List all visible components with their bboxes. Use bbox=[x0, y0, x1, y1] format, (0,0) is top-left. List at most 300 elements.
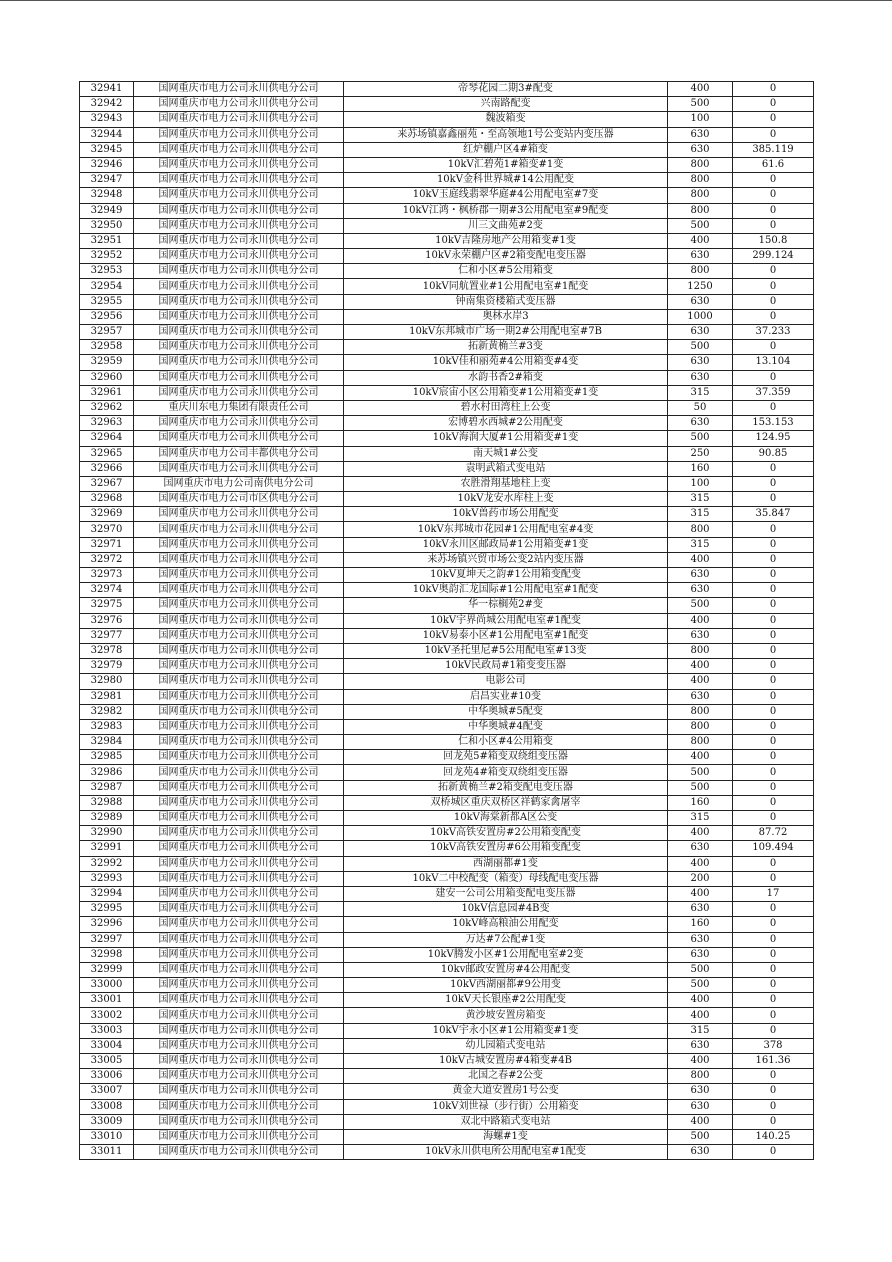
transformer-name-cell: 拓新黄桷兰#2箱变配电变压器 bbox=[344, 780, 668, 795]
capacity-cell: 315 bbox=[668, 385, 733, 400]
table-row bbox=[80, 993, 814, 1008]
value-cell: 0 bbox=[733, 795, 814, 810]
row-id-cell: 32984 bbox=[80, 735, 134, 750]
value-cell: 299.124 bbox=[733, 249, 814, 264]
transformer-name-cell: 农胜滑翔基地柱上变 bbox=[344, 476, 668, 491]
value-cell: 0 bbox=[733, 522, 814, 537]
company-name-cell: 国网重庆市电力公司永川供电分公司 bbox=[134, 811, 344, 826]
capacity-cell: 315 bbox=[668, 811, 733, 826]
row-id-cell: 32954 bbox=[80, 279, 134, 294]
table-row bbox=[80, 325, 814, 340]
table-row bbox=[80, 400, 814, 415]
company-name-cell: 国网重庆市电力公司永川供电分公司 bbox=[134, 370, 344, 385]
transformer-name-cell: 双桥城区重庆双桥区祥鹤家禽屠宰 bbox=[344, 795, 668, 810]
company-name-cell: 国网重庆市电力公司永川供电分公司 bbox=[134, 978, 344, 993]
capacity-cell: 400 bbox=[668, 1008, 733, 1023]
value-cell: 0 bbox=[733, 735, 814, 750]
capacity-cell: 400 bbox=[668, 826, 733, 841]
value-cell: 0 bbox=[733, 765, 814, 780]
transformer-name-cell: 南天城1#公变 bbox=[344, 446, 668, 461]
transformer-name-cell: 北国之春#2公变 bbox=[344, 1069, 668, 1084]
value-cell: 37.359 bbox=[733, 385, 814, 400]
value-cell: 0 bbox=[733, 82, 814, 97]
table-row bbox=[80, 264, 814, 279]
value-cell: 0 bbox=[733, 1084, 814, 1099]
table-row bbox=[80, 947, 814, 962]
transformer-name-cell: 10kV高铁安置房#6公用箱变配变 bbox=[344, 841, 668, 856]
row-id-cell: 32976 bbox=[80, 613, 134, 628]
table-row bbox=[80, 795, 814, 810]
value-cell: 90.85 bbox=[733, 446, 814, 461]
company-name-cell: 国网重庆市电力公司永川供电分公司 bbox=[134, 886, 344, 901]
row-id-cell: 32979 bbox=[80, 659, 134, 674]
company-name-cell: 国网重庆市电力公司永川供电分公司 bbox=[134, 416, 344, 431]
table-row bbox=[80, 233, 814, 248]
row-id-cell: 32944 bbox=[80, 127, 134, 142]
value-cell: 0 bbox=[733, 97, 814, 112]
value-cell: 0 bbox=[733, 173, 814, 188]
capacity-cell: 500 bbox=[668, 780, 733, 795]
transformer-name-cell: 川三文曲苑#2变 bbox=[344, 218, 668, 233]
value-cell: 109.494 bbox=[733, 841, 814, 856]
row-id-cell: 32996 bbox=[80, 917, 134, 932]
table-row bbox=[80, 279, 814, 294]
capacity-cell: 400 bbox=[668, 886, 733, 901]
transformer-name-cell: 10kV二中校配变（箱变）母线配电变压器 bbox=[344, 871, 668, 886]
table-row bbox=[80, 674, 814, 689]
row-id-cell: 33001 bbox=[80, 993, 134, 1008]
table-row bbox=[80, 1145, 814, 1160]
value-cell: 0 bbox=[733, 476, 814, 491]
capacity-cell: 630 bbox=[668, 841, 733, 856]
capacity-cell: 800 bbox=[668, 173, 733, 188]
company-name-cell: 国网重庆市电力公司永川供电分公司 bbox=[134, 507, 344, 522]
value-cell: 0 bbox=[733, 112, 814, 127]
transformer-name-cell: 仁和小区#4公用箱变 bbox=[344, 735, 668, 750]
value-cell: 0 bbox=[733, 1114, 814, 1129]
transformer-name-cell: 10kV永川区邮政局#1公用箱变#1变 bbox=[344, 537, 668, 552]
capacity-cell: 400 bbox=[668, 1114, 733, 1129]
transformer-name-cell: 10kV永荣棚户区#2箱变配电变压器 bbox=[344, 249, 668, 264]
row-id-cell: 32986 bbox=[80, 765, 134, 780]
row-id-cell: 32997 bbox=[80, 932, 134, 947]
value-cell: 0 bbox=[733, 932, 814, 947]
capacity-cell: 500 bbox=[668, 765, 733, 780]
transformer-name-cell: 10kV海润大厦#1公用箱变#1变 bbox=[344, 431, 668, 446]
row-id-cell: 32977 bbox=[80, 628, 134, 643]
company-name-cell: 国网重庆市电力公司丰都供电分公司 bbox=[134, 446, 344, 461]
value-cell: 0 bbox=[733, 978, 814, 993]
value-cell: 124.95 bbox=[733, 431, 814, 446]
company-name-cell: 国网重庆市电力公司永川供电分公司 bbox=[134, 1084, 344, 1099]
table-row bbox=[80, 1054, 814, 1069]
transformer-name-cell: 10kV信息园#4B变 bbox=[344, 902, 668, 917]
capacity-cell: 630 bbox=[668, 628, 733, 643]
company-name-cell: 国网重庆市电力公司永川供电分公司 bbox=[134, 233, 344, 248]
row-id-cell: 32961 bbox=[80, 385, 134, 400]
company-name-cell: 国网重庆市电力公司永川供电分公司 bbox=[134, 355, 344, 370]
row-id-cell: 32970 bbox=[80, 522, 134, 537]
value-cell: 37.233 bbox=[733, 325, 814, 340]
table-row bbox=[80, 841, 814, 856]
company-name-cell: 国网重庆市电力公司永川供电分公司 bbox=[134, 1054, 344, 1069]
table-row bbox=[80, 294, 814, 309]
value-cell: 0 bbox=[733, 962, 814, 977]
company-name-cell: 国网重庆市电力公司永川供电分公司 bbox=[134, 431, 344, 446]
company-name-cell: 国网重庆市电力公司永川供电分公司 bbox=[134, 385, 344, 400]
row-id-cell: 32945 bbox=[80, 142, 134, 157]
value-cell: 0 bbox=[733, 871, 814, 886]
row-id-cell: 32988 bbox=[80, 795, 134, 810]
row-id-cell: 33004 bbox=[80, 1038, 134, 1053]
capacity-cell: 160 bbox=[668, 795, 733, 810]
company-name-cell: 国网重庆市电力公司永川供电分公司 bbox=[134, 97, 344, 112]
table-row bbox=[80, 1023, 814, 1038]
capacity-cell: 630 bbox=[668, 1038, 733, 1053]
table-row bbox=[80, 765, 814, 780]
transformer-name-cell: 10kV海棠新都A区公变 bbox=[344, 811, 668, 826]
capacity-cell: 315 bbox=[668, 492, 733, 507]
table-row bbox=[80, 142, 814, 157]
company-name-cell: 国网重庆市电力公司永川供电分公司 bbox=[134, 856, 344, 871]
transformer-name-cell: 钟南集资楼箱式变压器 bbox=[344, 294, 668, 309]
capacity-cell: 800 bbox=[668, 643, 733, 658]
capacity-cell: 800 bbox=[668, 203, 733, 218]
page-top-rule bbox=[0, 0, 892, 1]
company-name-cell: 国网重庆市电力公司永川供电分公司 bbox=[134, 218, 344, 233]
capacity-cell: 400 bbox=[668, 1054, 733, 1069]
transformer-name-cell: 10kV金科世界城#14公用配变 bbox=[344, 173, 668, 188]
table-row bbox=[80, 659, 814, 674]
transformer-table bbox=[79, 81, 814, 1160]
row-id-cell: 32958 bbox=[80, 340, 134, 355]
table-row bbox=[80, 112, 814, 127]
value-cell: 0 bbox=[733, 750, 814, 765]
table-row bbox=[80, 370, 814, 385]
capacity-cell: 630 bbox=[668, 568, 733, 583]
row-id-cell: 32978 bbox=[80, 643, 134, 658]
company-name-cell: 国网重庆市电力公司永川供电分公司 bbox=[134, 568, 344, 583]
company-name-cell: 国网重庆市电力公司永川供电分公司 bbox=[134, 765, 344, 780]
company-name-cell: 国网重庆市电力公司永川供电分公司 bbox=[134, 841, 344, 856]
table-row bbox=[80, 461, 814, 476]
transformer-name-cell: 启昌实业#10变 bbox=[344, 689, 668, 704]
company-name-cell: 国网重庆市电力公司永川供电分公司 bbox=[134, 932, 344, 947]
table-row bbox=[80, 492, 814, 507]
transformer-name-cell: 兴南路配变 bbox=[344, 97, 668, 112]
table-row bbox=[80, 249, 814, 264]
company-name-cell: 国网重庆市电力公司永川供电分公司 bbox=[134, 309, 344, 324]
capacity-cell: 400 bbox=[668, 659, 733, 674]
table-row bbox=[80, 613, 814, 628]
transformer-name-cell: 黄沙坡安置房箱变 bbox=[344, 1008, 668, 1023]
value-cell: 0 bbox=[733, 203, 814, 218]
row-id-cell: 32951 bbox=[80, 233, 134, 248]
capacity-cell: 630 bbox=[668, 355, 733, 370]
capacity-cell: 315 bbox=[668, 507, 733, 522]
capacity-cell: 400 bbox=[668, 233, 733, 248]
transformer-name-cell: 10kV玉庭线翡翠华庭#4公用配电室#7变 bbox=[344, 188, 668, 203]
row-id-cell: 32965 bbox=[80, 446, 134, 461]
company-name-cell: 国网重庆市电力公司永川供电分公司 bbox=[134, 993, 344, 1008]
capacity-cell: 100 bbox=[668, 476, 733, 491]
table-row bbox=[80, 704, 814, 719]
table-row bbox=[80, 750, 814, 765]
value-cell: 150.8 bbox=[733, 233, 814, 248]
company-name-cell: 国网重庆市电力公司永川供电分公司 bbox=[134, 795, 344, 810]
transformer-name-cell: 10kV永川供电所公用配电室#1配变 bbox=[344, 1145, 668, 1160]
value-cell: 17 bbox=[733, 886, 814, 901]
row-id-cell: 32949 bbox=[80, 203, 134, 218]
company-name-cell: 国网重庆市电力公司永川供电分公司 bbox=[134, 1008, 344, 1023]
table-row bbox=[80, 173, 814, 188]
table-row bbox=[80, 385, 814, 400]
value-cell: 0 bbox=[733, 613, 814, 628]
capacity-cell: 500 bbox=[668, 97, 733, 112]
row-id-cell: 32964 bbox=[80, 431, 134, 446]
table-row bbox=[80, 1038, 814, 1053]
row-id-cell: 33011 bbox=[80, 1145, 134, 1160]
capacity-cell: 500 bbox=[668, 598, 733, 613]
capacity-cell: 400 bbox=[668, 613, 733, 628]
transformer-name-cell: 魏波箱变 bbox=[344, 112, 668, 127]
table-row bbox=[80, 932, 814, 947]
value-cell: 0 bbox=[733, 188, 814, 203]
row-id-cell: 32998 bbox=[80, 947, 134, 962]
capacity-cell: 800 bbox=[668, 188, 733, 203]
transformer-name-cell: 中华奥城#4配变 bbox=[344, 719, 668, 734]
value-cell: 0 bbox=[733, 704, 814, 719]
company-name-cell: 国网重庆市电力公司永川供电分公司 bbox=[134, 750, 344, 765]
table-row bbox=[80, 218, 814, 233]
company-name-cell: 国网重庆市电力公司永川供电分公司 bbox=[134, 643, 344, 658]
transformer-name-cell: 来苏场镇嘉鑫丽苑・至高领地1号公变站内变压器 bbox=[344, 127, 668, 142]
capacity-cell: 400 bbox=[668, 674, 733, 689]
company-name-cell: 国网重庆市电力公司永川供电分公司 bbox=[134, 1129, 344, 1144]
transformer-name-cell: 帝琴花园二期3#配变 bbox=[344, 82, 668, 97]
table-row bbox=[80, 1099, 814, 1114]
capacity-cell: 800 bbox=[668, 719, 733, 734]
company-name-cell: 国网重庆市电力公司永川供电分公司 bbox=[134, 340, 344, 355]
table-row bbox=[80, 431, 814, 446]
table-row bbox=[80, 1069, 814, 1084]
table-row bbox=[80, 97, 814, 112]
capacity-cell: 630 bbox=[668, 689, 733, 704]
value-cell: 0 bbox=[733, 902, 814, 917]
capacity-cell: 630 bbox=[668, 902, 733, 917]
row-id-cell: 32972 bbox=[80, 552, 134, 567]
value-cell: 161.36 bbox=[733, 1054, 814, 1069]
row-id-cell: 33006 bbox=[80, 1069, 134, 1084]
table-row bbox=[80, 203, 814, 218]
capacity-cell: 400 bbox=[668, 750, 733, 765]
capacity-cell: 630 bbox=[668, 142, 733, 157]
row-id-cell: 32943 bbox=[80, 112, 134, 127]
value-cell: 0 bbox=[733, 1008, 814, 1023]
company-name-cell: 国网重庆市电力公司永川供电分公司 bbox=[134, 871, 344, 886]
table-row bbox=[80, 583, 814, 598]
company-name-cell: 国网重庆市电力公司永川供电分公司 bbox=[134, 826, 344, 841]
capacity-cell: 630 bbox=[668, 416, 733, 431]
value-cell: 0 bbox=[733, 309, 814, 324]
table-row bbox=[80, 340, 814, 355]
row-id-cell: 32999 bbox=[80, 962, 134, 977]
company-name-cell: 国网重庆市电力公司永川供电分公司 bbox=[134, 598, 344, 613]
company-name-cell: 国网重庆市电力公司永川供电分公司 bbox=[134, 628, 344, 643]
capacity-cell: 500 bbox=[668, 340, 733, 355]
row-id-cell: 32990 bbox=[80, 826, 134, 841]
row-id-cell: 33002 bbox=[80, 1008, 134, 1023]
company-name-cell: 国网重庆市电力公司永川供电分公司 bbox=[134, 264, 344, 279]
capacity-cell: 800 bbox=[668, 264, 733, 279]
table-row bbox=[80, 917, 814, 932]
company-name-cell: 国网重庆市电力公司永川供电分公司 bbox=[134, 719, 344, 734]
transformer-name-cell: 回龙苑4#箱变双绕组变压器 bbox=[344, 765, 668, 780]
capacity-cell: 800 bbox=[668, 522, 733, 537]
value-cell: 0 bbox=[733, 689, 814, 704]
transformer-name-cell: 中华奥城#5配变 bbox=[344, 704, 668, 719]
row-id-cell: 32955 bbox=[80, 294, 134, 309]
value-cell: 0 bbox=[733, 1099, 814, 1114]
table-row bbox=[80, 537, 814, 552]
transformer-name-cell: 10kV天长银座#2公用配变 bbox=[344, 993, 668, 1008]
company-name-cell: 国网重庆市电力公司永川供电分公司 bbox=[134, 1114, 344, 1129]
company-name-cell: 国网重庆市电力公司永川供电分公司 bbox=[134, 157, 344, 172]
value-cell: 0 bbox=[733, 552, 814, 567]
value-cell: 0 bbox=[733, 279, 814, 294]
transformer-name-cell: 水韵书香2#箱变 bbox=[344, 370, 668, 385]
transformer-name-cell: 10kV吉隆房地产公用箱变#1变 bbox=[344, 233, 668, 248]
row-id-cell: 32946 bbox=[80, 157, 134, 172]
transformer-name-cell: 10kV刘世禄（步行街）公用箱变 bbox=[344, 1099, 668, 1114]
transformer-name-cell: 10kV高铁安置房#2公用箱变配变 bbox=[344, 826, 668, 841]
transformer-name-cell: 拓新黄桷兰#3变 bbox=[344, 340, 668, 355]
company-name-cell: 国网重庆市电力公司南供电分公司 bbox=[134, 476, 344, 491]
transformer-name-cell: 10kV西湖丽都#9公用变 bbox=[344, 978, 668, 993]
value-cell: 378 bbox=[733, 1038, 814, 1053]
row-id-cell: 32989 bbox=[80, 811, 134, 826]
row-id-cell: 33003 bbox=[80, 1023, 134, 1038]
transformer-name-cell: 10kV腾发小区#1公用配电室#2变 bbox=[344, 947, 668, 962]
table-row bbox=[80, 628, 814, 643]
table-row bbox=[80, 127, 814, 142]
row-id-cell: 32962 bbox=[80, 400, 134, 415]
value-cell: 0 bbox=[733, 264, 814, 279]
capacity-cell: 630 bbox=[668, 1084, 733, 1099]
row-id-cell: 32960 bbox=[80, 370, 134, 385]
company-name-cell: 重庆川东电力集团有限责任公司 bbox=[134, 400, 344, 415]
company-name-cell: 国网重庆市电力公司永川供电分公司 bbox=[134, 294, 344, 309]
value-cell: 385.119 bbox=[733, 142, 814, 157]
row-id-cell: 32953 bbox=[80, 264, 134, 279]
table-row bbox=[80, 811, 814, 826]
table-row bbox=[80, 902, 814, 917]
company-name-cell: 国网重庆市电力公司永川供电分公司 bbox=[134, 917, 344, 932]
capacity-cell: 1000 bbox=[668, 309, 733, 324]
row-id-cell: 33009 bbox=[80, 1114, 134, 1129]
value-cell: 0 bbox=[733, 856, 814, 871]
row-id-cell: 33005 bbox=[80, 1054, 134, 1069]
row-id-cell: 32974 bbox=[80, 583, 134, 598]
value-cell: 0 bbox=[733, 674, 814, 689]
row-id-cell: 32966 bbox=[80, 461, 134, 476]
transformer-name-cell: 10kV古城安置房#4箱变#4B bbox=[344, 1054, 668, 1069]
row-id-cell: 32985 bbox=[80, 750, 134, 765]
value-cell: 0 bbox=[733, 1069, 814, 1084]
value-cell: 0 bbox=[733, 400, 814, 415]
row-id-cell: 32942 bbox=[80, 97, 134, 112]
row-id-cell: 32975 bbox=[80, 598, 134, 613]
capacity-cell: 400 bbox=[668, 856, 733, 871]
transformer-name-cell: 碧水村田湾柱上公变 bbox=[344, 400, 668, 415]
value-cell: 0 bbox=[733, 583, 814, 598]
company-name-cell: 国网重庆市电力公司永川供电分公司 bbox=[134, 689, 344, 704]
capacity-cell: 800 bbox=[668, 157, 733, 172]
capacity-cell: 500 bbox=[668, 1129, 733, 1144]
company-name-cell: 国网重庆市电力公司永川供电分公司 bbox=[134, 1038, 344, 1053]
value-cell: 0 bbox=[733, 598, 814, 613]
table-row bbox=[80, 1114, 814, 1129]
transformer-name-cell: 10kV同航置业#1公用配电室#1配变 bbox=[344, 279, 668, 294]
capacity-cell: 800 bbox=[668, 1069, 733, 1084]
capacity-cell: 630 bbox=[668, 249, 733, 264]
value-cell: 0 bbox=[733, 993, 814, 1008]
row-id-cell: 32973 bbox=[80, 568, 134, 583]
value-cell: 0 bbox=[733, 780, 814, 795]
capacity-cell: 500 bbox=[668, 978, 733, 993]
value-cell: 13.104 bbox=[733, 355, 814, 370]
row-id-cell: 32968 bbox=[80, 492, 134, 507]
transformer-name-cell: 10kV龙安水库柱上变 bbox=[344, 492, 668, 507]
company-name-cell: 国网重庆市电力公司永川供电分公司 bbox=[134, 902, 344, 917]
capacity-cell: 630 bbox=[668, 1145, 733, 1160]
value-cell: 61.6 bbox=[733, 157, 814, 172]
capacity-cell: 630 bbox=[668, 325, 733, 340]
company-name-cell: 国网重庆市电力公司市区供电分公司 bbox=[134, 492, 344, 507]
row-id-cell: 32992 bbox=[80, 856, 134, 871]
company-name-cell: 国网重庆市电力公司永川供电分公司 bbox=[134, 188, 344, 203]
transformer-name-cell: 幼儿园箱式变电站 bbox=[344, 1038, 668, 1053]
capacity-cell: 500 bbox=[668, 962, 733, 977]
row-id-cell: 32993 bbox=[80, 871, 134, 886]
row-id-cell: 33008 bbox=[80, 1099, 134, 1114]
value-cell: 0 bbox=[733, 628, 814, 643]
company-name-cell: 国网重庆市电力公司永川供电分公司 bbox=[134, 1099, 344, 1114]
value-cell: 153.153 bbox=[733, 416, 814, 431]
capacity-cell: 200 bbox=[668, 871, 733, 886]
value-cell: 0 bbox=[733, 218, 814, 233]
table-row bbox=[80, 643, 814, 658]
table-row bbox=[80, 978, 814, 993]
transformer-name-cell: 电影公司 bbox=[344, 674, 668, 689]
transformer-name-cell: 10kv邮政安置房#4公用配变 bbox=[344, 962, 668, 977]
table-row bbox=[80, 886, 814, 901]
transformer-name-cell: 西湖丽都#1变 bbox=[344, 856, 668, 871]
row-id-cell: 32982 bbox=[80, 704, 134, 719]
row-id-cell: 32971 bbox=[80, 537, 134, 552]
company-name-cell: 国网重庆市电力公司永川供电分公司 bbox=[134, 82, 344, 97]
transformer-name-cell: 回龙苑5#箱变双绕组变压器 bbox=[344, 750, 668, 765]
row-id-cell: 32967 bbox=[80, 476, 134, 491]
table-row bbox=[80, 157, 814, 172]
value-cell: 0 bbox=[733, 370, 814, 385]
capacity-cell: 100 bbox=[668, 112, 733, 127]
transformer-name-cell: 10kV峰高粮油公用配变 bbox=[344, 917, 668, 932]
transformer-name-cell: 10kV东邦城市花园#1公用配电室#4变 bbox=[344, 522, 668, 537]
row-id-cell: 32948 bbox=[80, 188, 134, 203]
transformer-name-cell: 10kV宸宙小区公用箱变#1公用箱变#1变 bbox=[344, 385, 668, 400]
transformer-name-cell: 红炉棚户区4#箱变 bbox=[344, 142, 668, 157]
